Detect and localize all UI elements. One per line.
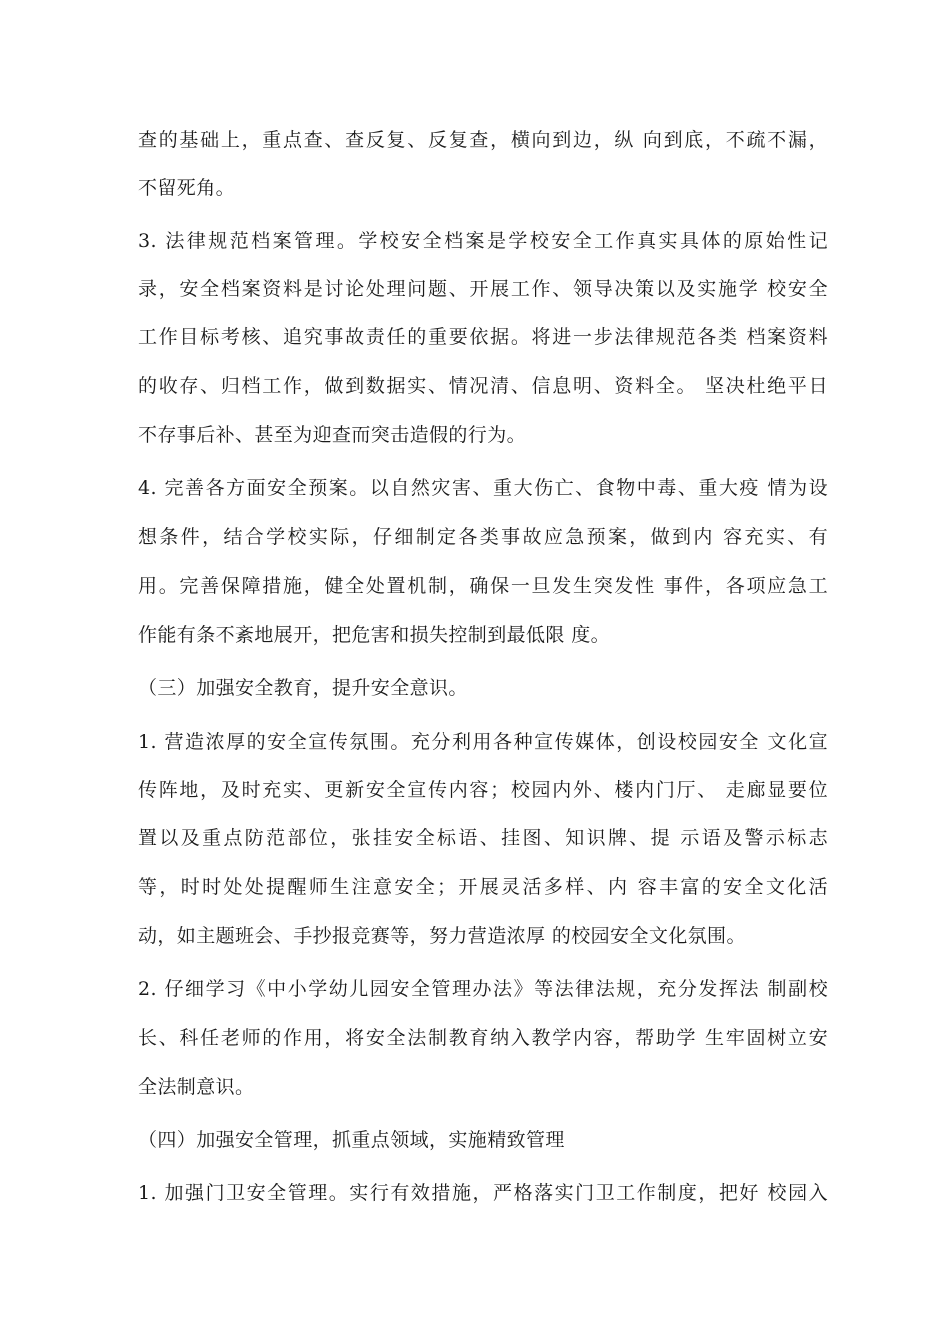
text-line: 等，时时处处提醒师生注意安全；开展灵活多样、内 容丰富的安全文化活 <box>138 876 828 898</box>
text-line: 全法制意识。 <box>138 1076 255 1098</box>
text-line: 4. 完善各方面安全预案。以自然灾害、重大伤亡、食物中毒、重大疫 情为设 <box>138 477 828 499</box>
text-line: 2. 仔细学习《中小学幼儿园安全管理办法》等法律法规，充分发挥法 制副校 <box>138 978 828 1000</box>
text-line: 用。完善保障措施，健全处置机制，确保一旦发生突发性 事件，各项应急工 <box>138 575 828 597</box>
section-heading: （四）加强安全管理，抓重点领域，实施精致管理 <box>138 1129 565 1151</box>
text-line: 3. 法律规范档案管理。学校安全档案是学校安全工作真实具体的原始性记 <box>138 230 828 252</box>
text-line: 想条件，结合学校实际，仔细制定各类事故应急预案，做到内 容充实、有 <box>138 526 828 548</box>
section-heading: （三）加强安全教育，提升安全意识。 <box>138 677 468 699</box>
text-line: 1. 加强门卫安全管理。实行有效措施，严格落实门卫工作制度，把好 校园入 <box>138 1182 828 1204</box>
text-line: 1. 营造浓厚的安全宣传氛围。充分利用各种宣传媒体，创设校园安全 文化宣 <box>138 731 828 753</box>
text-line: 查的基础上，重点查、查反复、反复查，横向到边，纵 向到底，不疏不漏， <box>138 129 828 151</box>
text-line: 动，如主题班会、手抄报竞赛等，努力营造浓厚 的校园安全文化氛围。 <box>138 925 746 947</box>
text-line: 传阵地，及时充实、更新安全宣传内容；校园内外、楼内门厅、 走廊显要位 <box>138 779 828 801</box>
text-line: 的收存、归档工作，做到数据实、情况清、信息明、资料全。 坚决杜绝平日 <box>138 375 828 397</box>
text-line: 长、科任老师的作用，将安全法制教育纳入教学内容，帮助学 生牢固树立安 <box>138 1027 828 1049</box>
text-line: 工作目标考核、追究事故责任的重要依据。将进一步法律规范各类 档案资料 <box>138 326 828 348</box>
text-line: 置以及重点防范部位，张挂安全标语、挂图、知识牌、提 示语及警示标志 <box>138 827 828 849</box>
text-line: 录，安全档案资料是讨论处理问题、开展工作、领导决策以及实施学 校安全 <box>138 278 828 300</box>
text-line: 不留死角。 <box>138 177 236 199</box>
text-line: 不存事后补、甚至为迎查而突击造假的行为。 <box>138 424 527 446</box>
text-line: 作能有条不紊地展开，把危害和损失控制到最低限 度。 <box>138 624 611 646</box>
